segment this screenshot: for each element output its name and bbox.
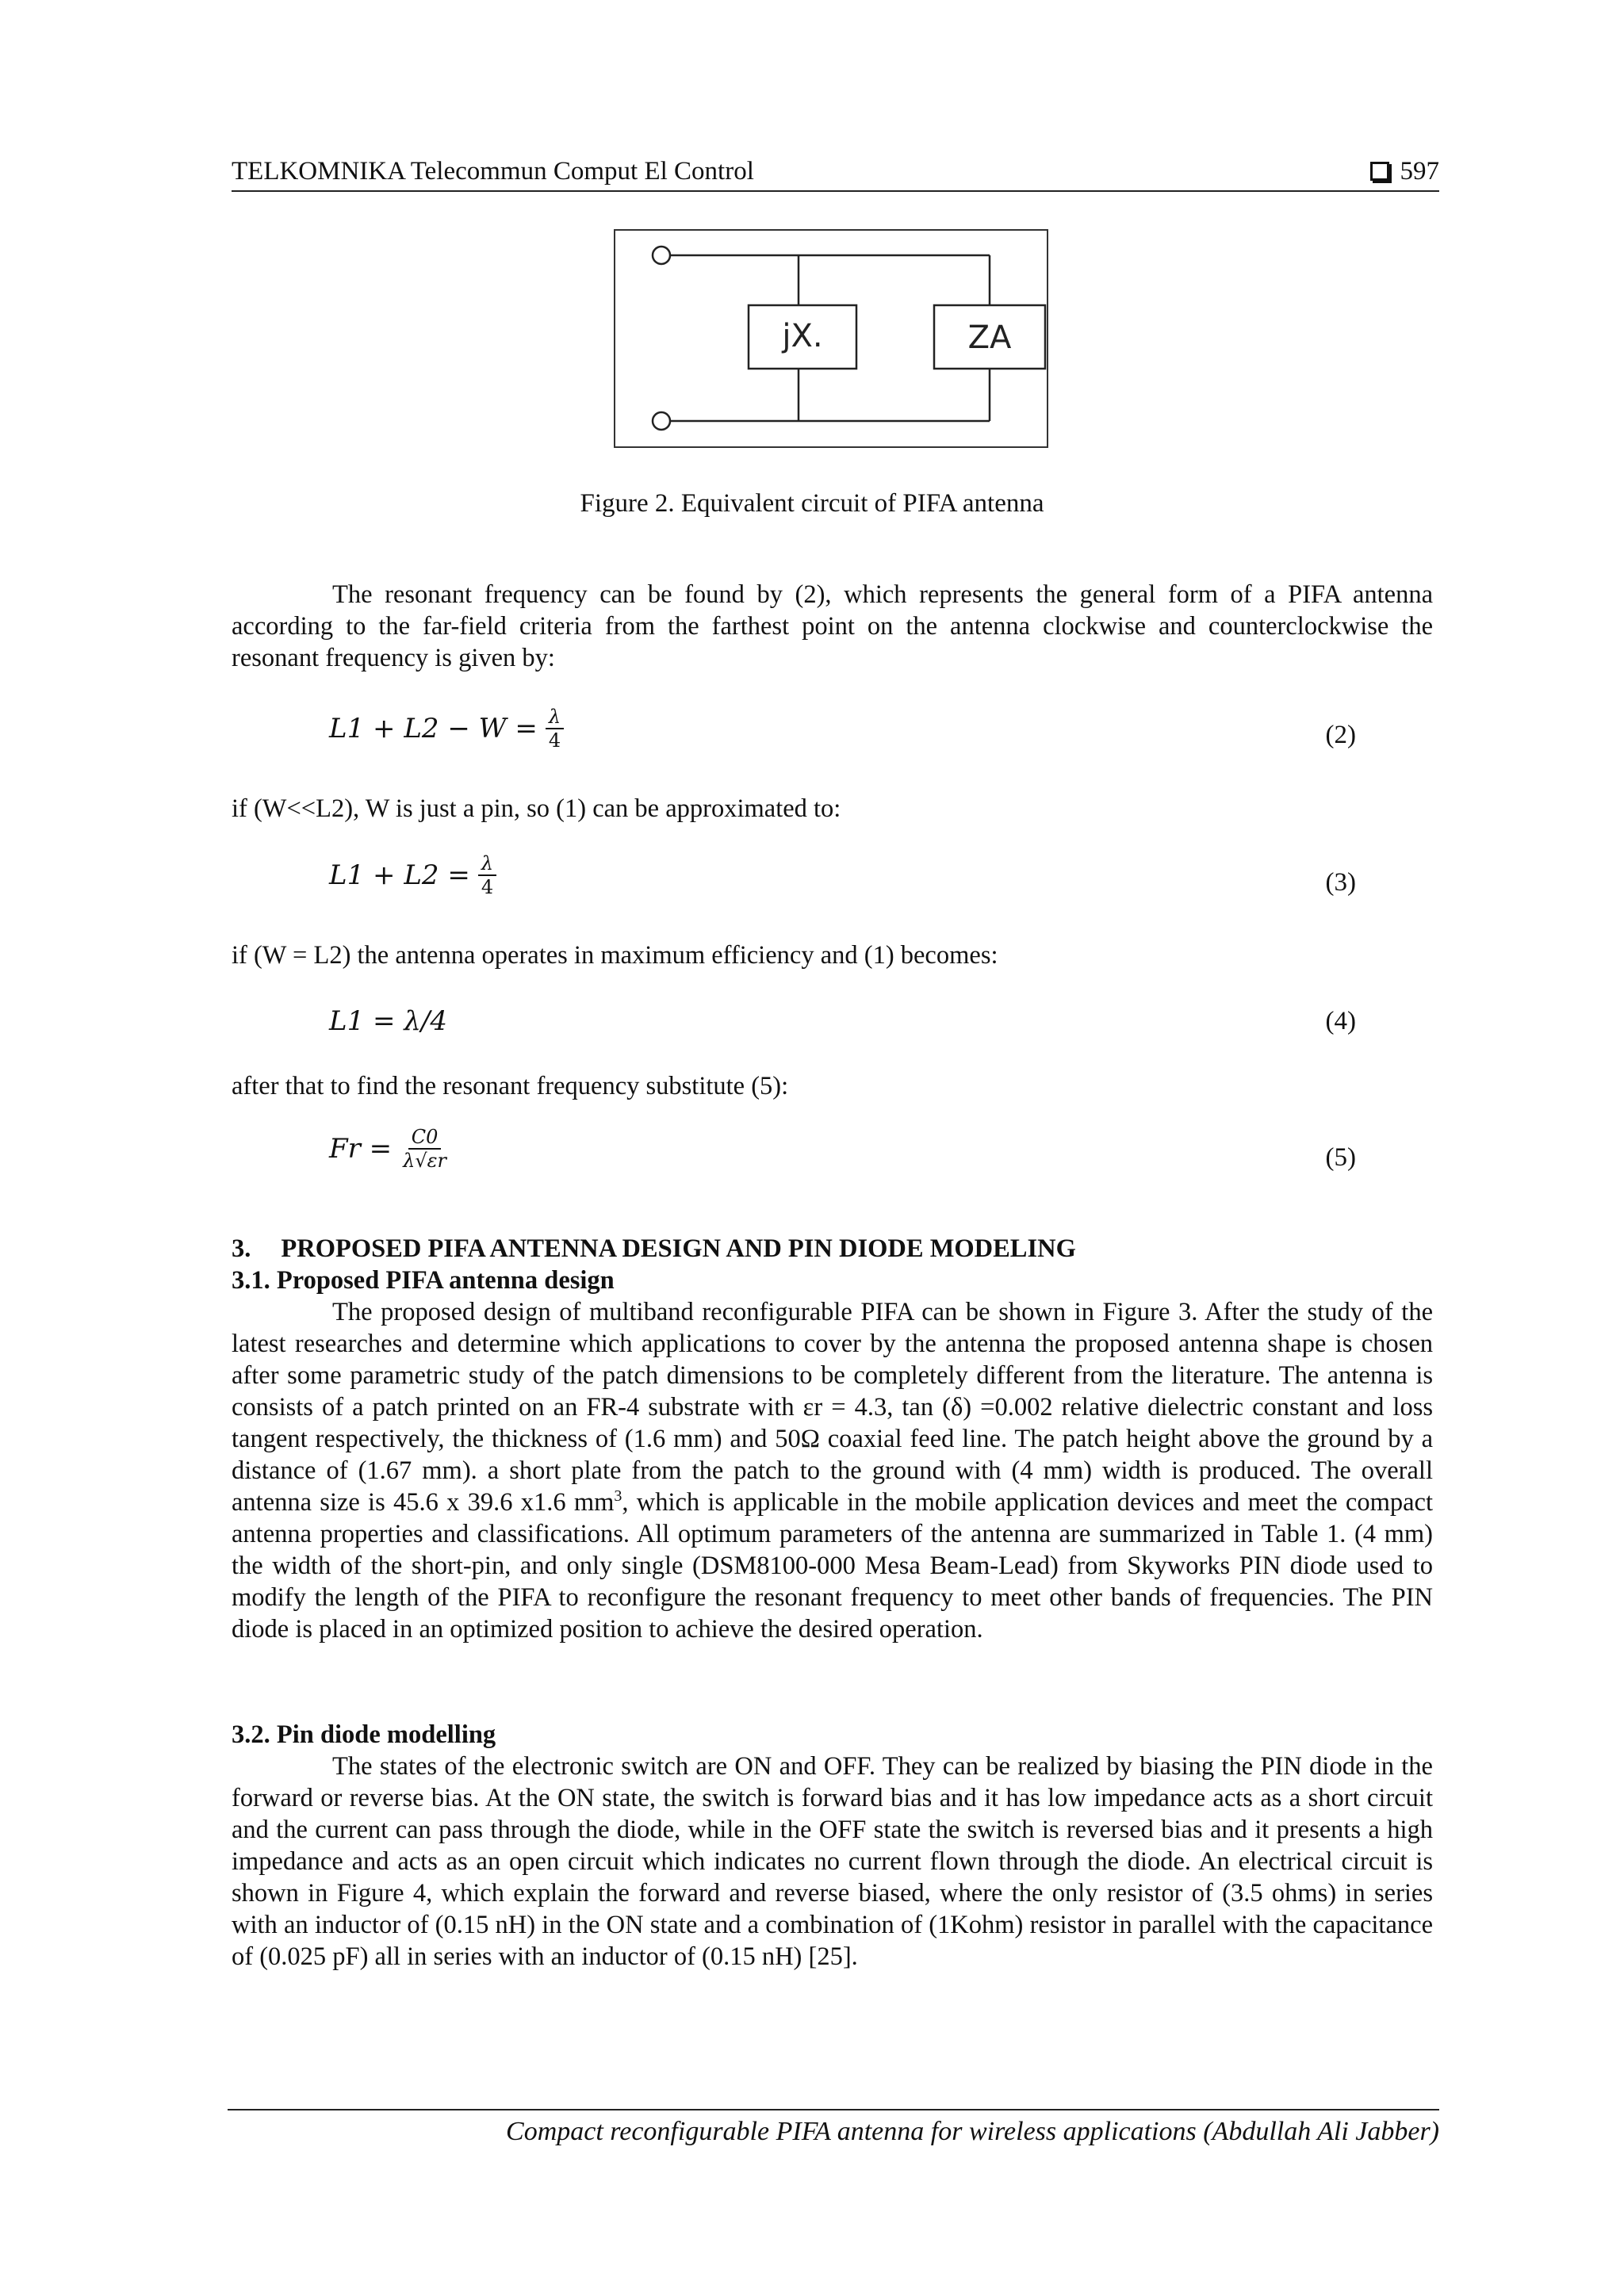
paragraph-text: The resonant frequency can be found by (2), which represents the general form of a PIFA antenna according to the far-field criteria from the farthest point on the antenna clockwise and counterclockwise the resonant frequency is given by: — [232, 580, 1433, 672]
superscript-3: 3 — [614, 1487, 622, 1506]
terminal-top — [653, 247, 670, 264]
eq3-lhs: L1 + L2 = — [329, 859, 470, 891]
design-text-a: The proposed design of multiband reconfigurable PIFA can be shown in Figure 3. After the study of the latest researches and determine which applications to cover by the antenna the proposed antenna shape is chosen after some parametric study of the patch dimensions to be completely different from the literature. The antenna is consists of a patch printed on an FR-4 substrate with εr = 4.3, tan (δ) =0.002 relative dielectric constant and loss tangent respectively, the thickness of (1.6 mm) and 50Ω coaxial feed line. The patch height above the ground by a distance of (1.67 mm). a short plate from the patch to the ground with (4 mm) width is produced. The overall antenna size is 45.6 x 39.6 x1.6 mm — [232, 1298, 1433, 1517]
running-header — [232, 155, 1439, 192]
page-number: 597 — [1400, 157, 1439, 186]
equation-3 — [329, 852, 496, 898]
page-number-group — [1370, 155, 1440, 187]
eq5-lhs: Fr = — [329, 1133, 393, 1165]
eq3-fraction — [478, 852, 496, 898]
figure-caption: Figure 2. Equivalent circuit of PIFA antenna — [580, 489, 1044, 518]
eq2-fraction — [546, 706, 564, 752]
subsection-3-2-heading: 3.2. Pin diode modelling — [232, 1720, 496, 1749]
paragraph-approximation: if (W<<L2), W is just a pin, so (1) can be approximated to: — [232, 794, 841, 823]
eq2-lhs: L1 + L2 − W = — [329, 713, 538, 744]
jx-label: jX. — [782, 318, 823, 354]
eq2-denominator: 4 — [548, 729, 561, 752]
eq3-denominator: 4 — [481, 876, 494, 898]
equation-5 — [329, 1126, 450, 1172]
paragraph-max-efficiency: if (W = L2) the antenna operates in maximum efficiency and (1) becomes: — [232, 941, 998, 970]
equation-4 — [329, 1005, 447, 1037]
equation-3-number: (3) — [1325, 868, 1356, 897]
section-3-number: 3. — [232, 1234, 251, 1263]
equation-5-number: (5) — [1325, 1143, 1356, 1172]
checkbox-square-icon — [1370, 162, 1389, 181]
paragraph-design — [232, 1296, 1433, 1645]
eq4-expression: L1 = λ/4 — [329, 1005, 447, 1037]
equation-4-number: (4) — [1325, 1007, 1356, 1035]
journal-title: TELKOMNIKA Telecommun Comput El Control — [232, 157, 754, 186]
paragraph-pin-diode — [232, 1751, 1433, 1973]
equation-2 — [329, 706, 564, 752]
section-3-heading — [232, 1233, 1076, 1265]
za-label: ZA — [967, 320, 1012, 356]
paragraph-resonant-frequency — [232, 579, 1433, 674]
pin-diode-text: The states of the electronic switch are ON and OFF. They can be realized by biasing the PIN diode in the forward or reverse bias. At the ON state, the switch is forward bias and it has low impedance acts as a short circuit and the current can pass through the diode, while in the OFF state the switch is reversed bias and it presents a high impedance and acts as an open circuit which indicates no current flown through the diode. An electrical circuit is shown in Figure 4, which explain the forward and reverse biased, where the only resistor of (3.5 ohms) in series with an inductor of (0.15 nH) in the ON state and a combination of (1Kohm) resistor in parallel with the capacitance of (0.025 pF) all in series with an inductor of (0.15 nH) [25]. — [232, 1752, 1433, 1971]
running-footer: Compact reconfigurable PIFA antenna for wireless applications (Abdullah Ali Jabber) — [506, 2117, 1439, 2146]
eq5-fraction — [400, 1126, 450, 1172]
paragraph-substitute: after that to find the resonant frequency substitute (5): — [232, 1072, 789, 1100]
eq5-denominator: λ√εr — [403, 1150, 446, 1172]
subsection-3-1-heading: 3.1. Proposed PIFA antenna design — [232, 1266, 615, 1295]
section-3-title: PROPOSED PIFA ANTENNA DESIGN AND PIN DIODE MODELING — [281, 1234, 1076, 1263]
equation-2-number: (2) — [1325, 721, 1356, 749]
footer-rule — [228, 2109, 1439, 2110]
eq2-numerator: λ — [546, 706, 564, 729]
eq5-numerator: C0 — [408, 1126, 442, 1150]
eq3-numerator: λ — [478, 852, 496, 876]
design-text-b: , which is applicable in the mobile application devices and meet the compact antenna properties and classifications. All optimum parameters of the antenna are summarized in Table 1. (4 mm) the width of the short-pin, and only single (DSM8100-000 Mesa Beam-Lead) from Skyworks PIN diode used to modify the length of the PIFA to reconfigure the resonant frequency to meet other bands of frequencies. The PIN diode is placed in an optimized position to achieve the desired operation. — [232, 1488, 1433, 1644]
figure-equivalent-circuit — [614, 229, 1048, 448]
terminal-bottom — [653, 412, 670, 430]
